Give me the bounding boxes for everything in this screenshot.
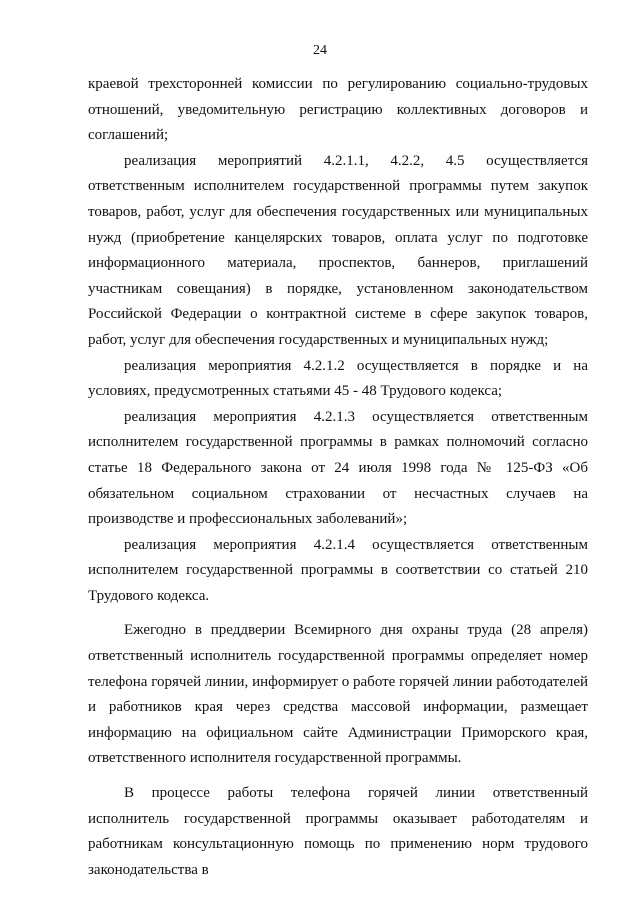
paragraph-measures-4-2-1-1: реализация мероприятий 4.2.1.1, 4.2.2, 4.5 осуществляется ответственным исполнителем государственной программы путем закупок товаров, работ, услуг для обеспечения государственных или муниципальных нужд (приобретение канцелярских товаров, оплата услуг по подготовке информационного материала, проспектов, баннеров, приглашений участникам совещания) в порядке, установленном законодательством Российской Федерации о контрактной системе в сфере закупок товаров, работ, услуг для обеспечения государственных и муниципальных нужд; — [88, 152, 588, 348]
paragraph-hotline-annual: Ежегодно в преддверии Всемирного дня охраны труда (28 апреля) ответственный исполнитель государственной программы определяет номер телефона горячей линии, информирует о работе горячей линии работодателей и работников края через средства массовой информации, размещает информацию на официальном сайте Администрации Приморского края, ответственного исполнителя государственной программы. — [88, 622, 588, 767]
paragraph-hotline-consultation: В процессе работы телефона горячей линии ответственный исполнитель государственной программы оказывает работодателям и работникам консультационную помощь по применению норм трудового законодательства в — [88, 785, 588, 878]
paragraph-measure-4-2-1-4: реализация мероприятия 4.2.1.4 осуществляется ответственным исполнителем государственной программы в соответствии со статьей 210 Трудового кодекса. — [88, 536, 588, 604]
paragraph-measure-4-2-1-2: реализация мероприятия 4.2.1.2 осуществляется в порядке и на условиях, предусмотренных статьями 45 - 48 Трудового кодекса; — [88, 357, 588, 400]
page-number: 24 — [313, 43, 327, 58]
document-body — [88, 72, 588, 883]
paragraph-commission-continuation: краевой трехсторонней комиссии по регулированию социально-трудовых отношений, уведомительную регистрацию коллективных договоров и соглашений; — [88, 76, 588, 144]
paragraph-measure-4-2-1-3: реализация мероприятия 4.2.1.3 осуществляется ответственным исполнителем государственной программы в рамках полномочий согласно статье 18 Федерального закона от 24 июля 1998 года № 125-ФЗ «Об обязательном социальном страховании от несчастных случаев на производстве и профессиональных заболеваний»; — [88, 408, 588, 528]
